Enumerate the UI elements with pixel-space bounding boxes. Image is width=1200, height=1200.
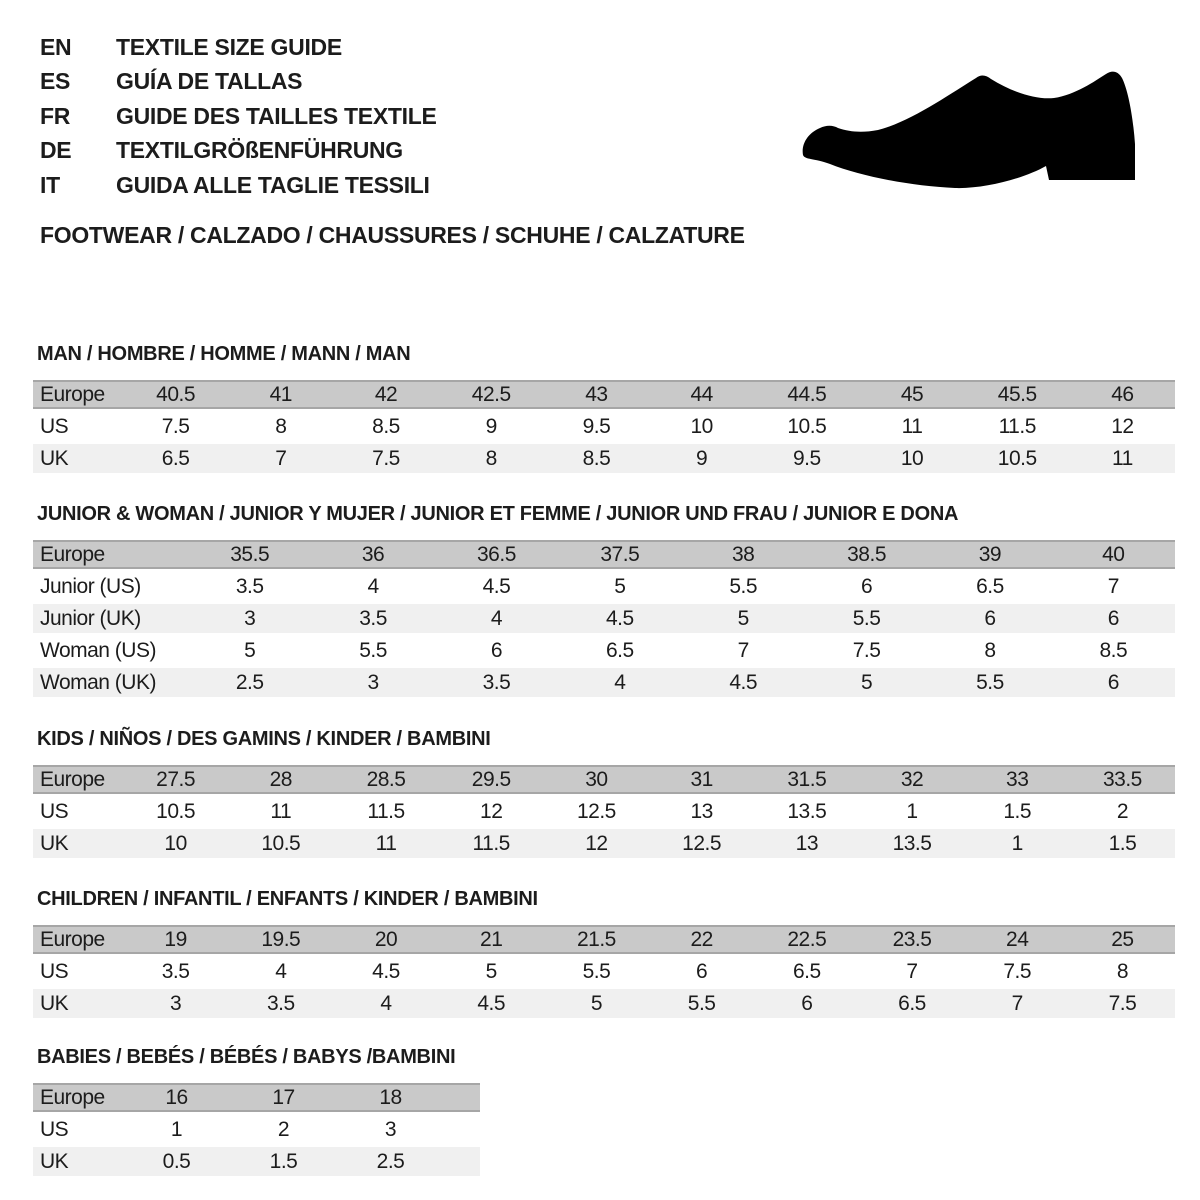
size-table-row xyxy=(33,412,1175,441)
size-value-cell: 1.5 xyxy=(1003,799,1032,823)
size-value-cell: 37.5 xyxy=(600,542,640,566)
size-value-cell: 7.5 xyxy=(372,446,400,470)
size-table-row xyxy=(33,444,1175,473)
size-value-cell: 31 xyxy=(690,767,713,791)
size-value-cell: 8.5 xyxy=(372,414,400,438)
size-value-cell: 8 xyxy=(1116,959,1129,983)
size-value-cell: 7.5 xyxy=(161,414,190,438)
size-value-cell: 4.5 xyxy=(477,991,506,1015)
size-value-cell: 41 xyxy=(269,382,292,406)
size-value-cell: 11.5 xyxy=(472,831,510,855)
size-value-cell: 5.5 xyxy=(976,670,1004,694)
size-table-children xyxy=(33,925,1175,1018)
size-value-cell: 12 xyxy=(585,831,608,855)
size-value-cell: 11 xyxy=(1112,446,1133,470)
size-value-cell: 28 xyxy=(269,767,292,791)
size-value-cell: 5.5 xyxy=(729,574,758,598)
size-value-cell: 12 xyxy=(1111,414,1134,438)
size-value-cell: 46 xyxy=(1111,382,1134,406)
size-value-cell: 4.5 xyxy=(729,670,758,694)
size-value-cell: 4 xyxy=(275,959,287,983)
size-value-cell: 13.5 xyxy=(787,799,827,823)
size-value-cell: 7.5 xyxy=(1003,959,1032,983)
size-value-cell: 12.5 xyxy=(682,831,722,855)
category-heading: FOOTWEAR / CALZADO / CHAUSSURES / SCHUHE / CALZATURE xyxy=(40,222,745,248)
size-value-cell: 10.5 xyxy=(787,414,827,438)
size-value-cell: 8.5 xyxy=(1099,638,1128,662)
size-value-cell: 7 xyxy=(737,638,749,662)
size-value-cell: 6.5 xyxy=(605,638,634,662)
row-label: US xyxy=(40,959,69,983)
row-label: US xyxy=(40,414,69,438)
size-value-cell: 5.5 xyxy=(852,606,881,630)
section-children xyxy=(33,888,1175,1021)
size-value-cell: 13 xyxy=(795,831,818,855)
language-row-it xyxy=(40,168,437,203)
size-value-cell: 6 xyxy=(696,959,708,983)
size-value-cell: 12 xyxy=(480,799,503,823)
row-label: Junior (US) xyxy=(40,574,141,598)
size-value-cell: 10 xyxy=(164,831,187,855)
size-value-cell: 9 xyxy=(485,414,497,438)
size-value-cell: 10.5 xyxy=(997,446,1037,470)
size-table-row xyxy=(33,1147,480,1176)
size-value-cell: 6 xyxy=(984,606,996,630)
size-value-cell: 44 xyxy=(690,382,713,406)
section-junior-woman xyxy=(33,503,1175,700)
size-value-cell: 4 xyxy=(490,606,503,630)
size-value-cell: 11.5 xyxy=(367,799,405,823)
size-value-cell: 29.5 xyxy=(471,767,511,791)
size-value-cell: 3 xyxy=(384,1117,397,1141)
size-value-cell: 1.5 xyxy=(269,1149,298,1173)
section-title: KIDS / NIÑOS / DES GAMINS / KINDER / BAMBINI xyxy=(37,728,491,750)
size-value-cell: 9 xyxy=(696,446,708,470)
size-table-kids xyxy=(33,765,1175,858)
language-title: GUÍA DE TALLAS xyxy=(116,68,303,95)
size-value-cell: 24 xyxy=(1006,927,1029,951)
size-value-cell: 1.5 xyxy=(1108,831,1137,855)
language-title: TEXTILGRÖßENFÜHRUNG xyxy=(116,137,403,164)
size-value-cell: 38 xyxy=(732,542,755,566)
size-value-cell: 39 xyxy=(978,542,1002,566)
section-title: JUNIOR & WOMAN / JUNIOR Y MUJER / JUNIOR ET FEMME / JUNIOR UND FRAU / JUNIOR E DONA xyxy=(37,503,959,525)
size-value-cell: 8 xyxy=(485,446,497,470)
language-row-de xyxy=(40,134,437,169)
size-value-cell: 22 xyxy=(690,927,713,951)
size-value-cell: 10 xyxy=(900,446,924,470)
size-value-cell: 36.5 xyxy=(477,542,516,566)
size-value-cell: 17 xyxy=(272,1085,295,1109)
section-kids xyxy=(33,728,1175,861)
size-value-cell: 28.5 xyxy=(366,767,406,791)
size-table-row xyxy=(33,636,1175,665)
size-value-cell: 9.5 xyxy=(582,414,611,438)
size-value-cell: 38.5 xyxy=(847,542,886,566)
size-value-cell: 7 xyxy=(1107,574,1119,598)
size-value-cell: 6 xyxy=(860,574,873,598)
size-value-cell: 20 xyxy=(374,927,398,951)
row-label: Woman (UK) xyxy=(40,670,156,694)
size-value-cell: 7.5 xyxy=(1108,991,1137,1015)
section-title: CHILDREN / INFANTIL / ENFANTS / KINDER / BAMBINI xyxy=(37,888,538,910)
size-value-cell: 6 xyxy=(490,638,503,662)
shoe-silhouette-icon xyxy=(800,56,1140,206)
size-table-header-row xyxy=(33,540,1175,569)
row-label: Europe xyxy=(40,382,105,406)
size-value-cell: 5 xyxy=(485,959,497,983)
size-value-cell: 5.5 xyxy=(582,959,611,983)
size-table-row xyxy=(33,989,1175,1018)
size-table-row xyxy=(33,957,1175,986)
size-value-cell: 12.5 xyxy=(576,799,616,823)
size-value-cell: 8 xyxy=(275,414,287,438)
row-label: UK xyxy=(40,1149,69,1173)
size-value-cell: 36 xyxy=(361,542,385,566)
language-code: ES xyxy=(40,68,71,95)
size-value-cell: 22.5 xyxy=(787,927,827,951)
section-man xyxy=(33,343,1175,476)
size-value-cell: 32 xyxy=(900,767,924,791)
language-title-block xyxy=(40,30,437,203)
size-value-cell: 8 xyxy=(984,638,996,662)
size-value-cell: 31.5 xyxy=(787,767,827,791)
size-value-cell: 8.5 xyxy=(582,446,611,470)
size-value-cell: 7.5 xyxy=(852,638,881,662)
language-row-fr xyxy=(40,99,437,134)
size-value-cell: 6 xyxy=(801,991,813,1015)
language-row-en xyxy=(40,30,437,65)
language-title: GUIDA ALLE TAGLIE TESSILI xyxy=(116,171,430,198)
size-value-cell: 23.5 xyxy=(892,927,932,951)
size-value-cell: 19.5 xyxy=(261,927,301,951)
size-value-cell: 11.5 xyxy=(998,414,1036,438)
size-table-header-row xyxy=(33,1083,480,1112)
size-value-cell: 3 xyxy=(367,670,379,694)
size-value-cell: 40 xyxy=(1102,542,1125,566)
size-value-cell: 10.5 xyxy=(261,831,301,855)
size-value-cell: 5 xyxy=(614,574,626,598)
size-value-cell: 5.5 xyxy=(359,638,387,662)
row-label: Europe xyxy=(40,767,105,791)
size-value-cell: 10 xyxy=(690,414,713,438)
size-value-cell: 11 xyxy=(375,831,397,855)
size-value-cell: 3.5 xyxy=(266,991,295,1015)
row-label: Woman (US) xyxy=(40,638,156,662)
size-value-cell: 40.5 xyxy=(156,382,196,406)
row-label: Europe xyxy=(40,1085,105,1109)
size-value-cell: 45 xyxy=(900,382,924,406)
size-value-cell: 4.5 xyxy=(482,574,511,598)
size-value-cell: 42 xyxy=(374,382,398,406)
size-value-cell: 2 xyxy=(277,1117,290,1141)
size-value-cell: 7 xyxy=(1011,991,1023,1015)
size-table-row xyxy=(33,829,1175,858)
size-value-cell: 3 xyxy=(170,991,182,1015)
size-value-cell: 27.5 xyxy=(156,767,196,791)
size-value-cell: 6.5 xyxy=(161,446,190,470)
size-value-cell: 1 xyxy=(1011,831,1023,855)
row-label: UK xyxy=(40,831,69,855)
size-value-cell: 44.5 xyxy=(787,382,827,406)
language-code: FR xyxy=(40,102,71,129)
size-value-cell: 42.5 xyxy=(471,382,511,406)
size-value-cell: 2 xyxy=(1116,799,1129,823)
size-value-cell: 33.5 xyxy=(1102,767,1142,791)
size-value-cell: 5 xyxy=(244,638,256,662)
size-value-cell: 13 xyxy=(690,799,713,823)
size-table-header-row xyxy=(33,765,1175,794)
size-value-cell: 3.5 xyxy=(161,959,190,983)
size-value-cell: 21 xyxy=(480,927,503,951)
size-value-cell: 3.5 xyxy=(235,574,264,598)
size-value-cell: 6 xyxy=(1107,670,1119,694)
size-value-cell: 16 xyxy=(165,1085,188,1109)
size-table-row xyxy=(33,668,1175,697)
size-value-cell: 4.5 xyxy=(605,606,634,630)
size-value-cell: 3.5 xyxy=(359,606,387,630)
size-value-cell: 4.5 xyxy=(372,959,400,983)
language-code: EN xyxy=(40,33,72,60)
size-value-cell: 3 xyxy=(244,606,256,630)
size-value-cell: 6.5 xyxy=(898,991,926,1015)
size-value-cell: 33 xyxy=(1006,767,1029,791)
size-value-cell: 45.5 xyxy=(997,382,1037,406)
size-value-cell: 5 xyxy=(590,991,602,1015)
size-value-cell: 6.5 xyxy=(976,574,1004,598)
language-code: IT xyxy=(40,171,60,198)
size-table-row xyxy=(33,797,1175,826)
size-value-cell: 7 xyxy=(906,959,918,983)
size-value-cell: 3.5 xyxy=(482,670,511,694)
size-value-cell: 30 xyxy=(585,767,608,791)
size-value-cell: 18 xyxy=(379,1085,402,1109)
size-table-babies xyxy=(33,1083,480,1176)
size-value-cell: 6.5 xyxy=(792,959,821,983)
size-value-cell: 10.5 xyxy=(156,799,196,823)
size-value-cell: 11 xyxy=(270,799,292,823)
size-value-cell: 13.5 xyxy=(892,831,932,855)
size-table-man xyxy=(33,380,1175,473)
size-value-cell: 6 xyxy=(1107,606,1119,630)
size-value-cell: 19 xyxy=(164,927,187,951)
row-label: US xyxy=(40,1117,69,1141)
language-title: TEXTILE SIZE GUIDE xyxy=(116,33,342,60)
size-table-row xyxy=(33,572,1175,601)
size-value-cell: 2.5 xyxy=(376,1149,405,1173)
size-value-cell: 7 xyxy=(275,446,287,470)
size-value-cell: 4 xyxy=(614,670,626,694)
row-label: UK xyxy=(40,991,69,1015)
language-title: GUIDE DES TAILLES TEXTILE xyxy=(116,102,437,129)
size-value-cell: 0.5 xyxy=(162,1149,191,1173)
section-title: BABIES / BEBÉS / BÉBÉS / BABYS /BAMBINI xyxy=(37,1046,456,1068)
language-code: DE xyxy=(40,137,72,164)
size-value-cell: 25 xyxy=(1111,927,1134,951)
size-value-cell: 5 xyxy=(860,670,873,694)
section-title: MAN / HOMBRE / HOMME / MANN / MAN xyxy=(37,343,411,365)
size-value-cell: 43 xyxy=(585,382,608,406)
language-row-es xyxy=(40,65,437,100)
size-table-header-row xyxy=(33,380,1175,409)
row-label: Europe xyxy=(40,542,105,566)
size-value-cell: 4 xyxy=(380,991,392,1015)
size-value-cell: 21.5 xyxy=(576,927,616,951)
size-table-row xyxy=(33,604,1175,633)
section-babies xyxy=(33,1046,480,1179)
size-table-header-row xyxy=(33,925,1175,954)
row-label: UK xyxy=(40,446,69,470)
size-value-cell: 4 xyxy=(367,574,379,598)
size-value-cell: 9.5 xyxy=(792,446,821,470)
size-value-cell: 5 xyxy=(737,606,749,630)
row-label: US xyxy=(40,799,69,823)
size-value-cell: 35.5 xyxy=(230,542,270,566)
row-label: Europe xyxy=(40,927,105,951)
size-value-cell: 1 xyxy=(906,799,918,823)
size-value-cell: 1 xyxy=(170,1117,183,1141)
size-table-row xyxy=(33,1115,480,1144)
size-value-cell: 2.5 xyxy=(235,670,264,694)
size-table-junior-woman xyxy=(33,540,1175,697)
size-value-cell: 5.5 xyxy=(687,991,716,1015)
row-label: Junior (UK) xyxy=(40,606,141,630)
size-value-cell: 11 xyxy=(901,414,923,438)
